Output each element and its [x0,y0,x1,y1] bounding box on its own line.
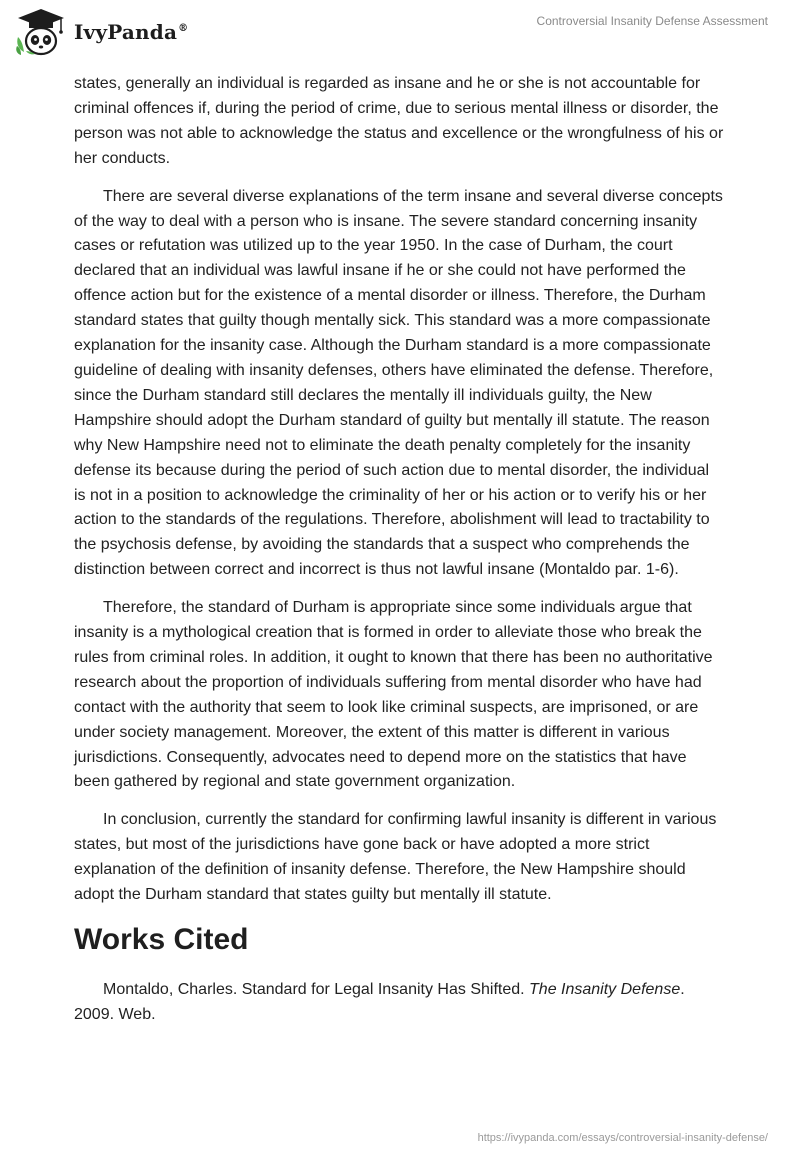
panda-graduate-icon [14,7,68,57]
works-cited-heading: Works Cited [74,923,249,956]
paragraph-continued: states, generally an individual is regarded as insane and he or she is not accountable for criminal offences if, during the period of crime, due to serious mental illness or disorder, the person was not able to acknowledge the status and excellence or the wrongfulness of his or her conducts. [74,75,724,167]
citation-year: . 2009. Web. [74,981,685,1023]
paragraph-conclusion: In conclusion, currently the standard for confirming lawful insanity is different in various states, but most of the jurisdictions have gone back or have adopted a more strict explanation of the definition of insanity defense. Therefore, the New Hampshire should adopt the Durham standard that states guilty but mentally ill statute. [74,811,717,904]
brand-name: IvyPanda® [74,20,189,44]
paragraph-durham-explanation: There are several diverse explanations of the term insane and several diverse concepts of the way to deal with a person who is insane. The severe standard concerning insanity cases or refutation was utilized up to the year 1950. In the case of Durham, the court declared that an individual was lawful insane if he or she could not have performed the offence action but for the existence of a mental disorder or illness. Therefore, the Durham standard states that guilty though mentally sick. This standard was a more compassionate explanation for the insanity case. Although the Durham standard is a more compassionate guideline of dealing with insanity defenses, others have eliminated the defense. Therefore, since the Durham standard still declares the mentally ill individuals guilty, the New Hampshire should adopt the Durham standard of guilty but mentally ill statute. The reason why New Hampshire need not to eliminate the death penalty completely for the insanity defense its because during the period of such action due to mental disorder, the individual is not in a position to acknowledge the criminality of her or his action or to verify his or her action to the standards of the regulations. Therefore, abolishment will lead to tractability to the psychosis defense, by avoiding the standards that a suspect who comprehends the distinction between correct and incorrect is thus not lawful insane (Montaldo par. 1-6). [74,187,723,579]
source-url-link[interactable]: https://ivypanda.com/essays/controversial-insanity-defense/ [477,1132,768,1144]
citation-source: The Insanity Defense [529,981,681,998]
document-title: Controversial Insanity Defense Assessment [536,14,768,28]
ivypanda-logo[interactable] [14,7,188,57]
paragraph-durham-appropriate: Therefore, the standard of Durham is appropriate since some individuals argue that insanity is a mythological creation that is formed in order to alleviate those who break the rules from criminal roles. In addition, it ought to known that there has been no authoritative research about the proportion of individuals suffering from mental disorder who have had contact with the authority that seem to look like criminal suspects, are imprisoned, or are under society management. Moreover, the extent of this matter is different in various jurisdictions. Consequently, advocates need to depend more on the statistics that have been gathered by regional and state government organization. [74,599,713,791]
citation-author-title: Montaldo, Charles. Standard for Legal Insanity Has Shifted. [103,981,530,998]
essay-body [74,72,724,1041]
page-header [0,0,800,60]
citation-entry [74,978,724,1028]
